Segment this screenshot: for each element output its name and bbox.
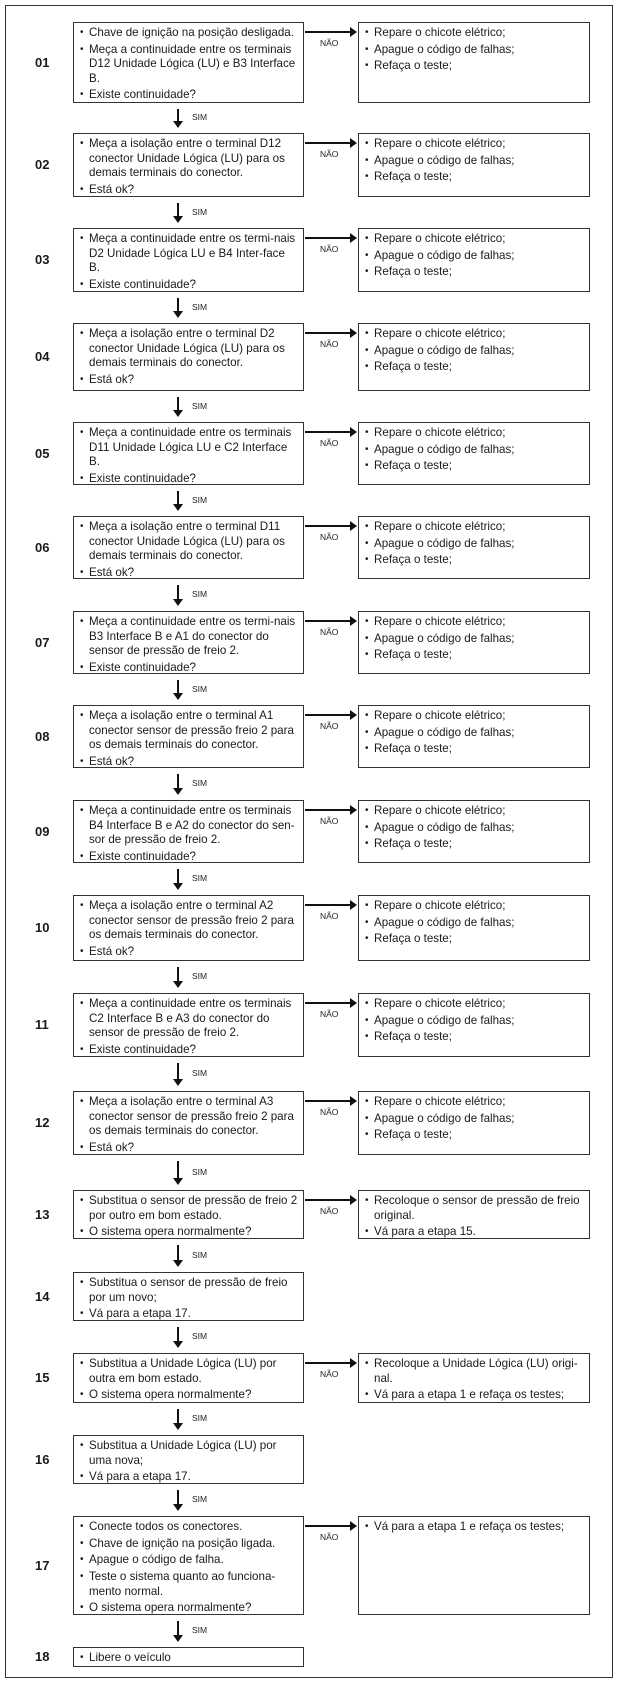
no-action-item: • Refaça o teste; xyxy=(365,837,585,852)
step-number: 15 xyxy=(35,1370,50,1385)
yes-arrow-icon xyxy=(177,1409,179,1427)
yes-arrow-icon xyxy=(177,1327,179,1345)
instruction-item: • Meça a isolação entre o terminal A3 conector sensor de pressão freio 2 para os demais terminais do conector. xyxy=(80,1095,299,1139)
yes-label: SIM xyxy=(192,400,208,411)
step-box xyxy=(73,895,304,961)
yes-label: SIM xyxy=(192,778,208,788)
step-box xyxy=(73,611,304,674)
no-action-item: • Apague o código de falhas; xyxy=(365,1014,585,1029)
instruction-item: • Existe continuidade? xyxy=(80,88,299,103)
yes-label: SIM xyxy=(192,1166,208,1177)
step-number: 14 xyxy=(35,1288,50,1304)
no-action-list xyxy=(365,26,585,74)
step-box xyxy=(73,133,304,197)
yes-arrow-icon xyxy=(177,1161,179,1182)
instruction-item: • Substitua o sensor de pressão de freio 2 por outro em bom estado. xyxy=(80,1194,299,1223)
step-box xyxy=(73,1435,304,1484)
no-action-box xyxy=(358,993,590,1057)
no-label: NÃO xyxy=(320,532,339,542)
yes-arrow-icon xyxy=(177,680,179,697)
step-instructions xyxy=(80,1357,299,1403)
instruction-item: • Vá para a etapa 17. xyxy=(80,1307,299,1322)
instruction-item: • Está ok? xyxy=(80,373,299,388)
instruction-item: • Conecte todos os conectores. xyxy=(80,1520,299,1535)
yes-label: SIM xyxy=(192,1494,208,1504)
instruction-item: • Meça a continuidade entre os terminais C2 Interface B e A3 do conector do sensor de pressão de freio 2. xyxy=(80,997,299,1041)
no-action-box xyxy=(358,516,590,579)
step-number: 13 xyxy=(35,1206,50,1222)
instruction-item: • Substitua a Unidade Lógica (LU) por outra em bom estado. xyxy=(80,1357,299,1386)
step-box xyxy=(73,993,304,1057)
step-box xyxy=(73,800,304,863)
no-action-item: • Refaça o teste; xyxy=(365,553,585,568)
no-action-item: • Refaça o teste; xyxy=(365,1030,585,1045)
yes-arrow-icon xyxy=(177,1621,179,1639)
no-label: NÃO xyxy=(320,339,339,349)
yes-arrow-icon xyxy=(177,1063,179,1083)
no-action-item: • Apague o código de falhas; xyxy=(365,821,585,836)
instruction-item: • Meça a continuidade entre os terminais B4 Interface B e A2 do conector do sen-sor de pressão de freio 2. xyxy=(80,804,299,848)
no-action-box xyxy=(358,1353,590,1403)
instruction-item: • Vá para a etapa 17. xyxy=(80,1470,299,1485)
no-action-list xyxy=(365,1194,585,1240)
yes-label: SIM xyxy=(192,494,208,505)
yes-arrow-icon xyxy=(177,397,179,414)
no-label: NÃO xyxy=(320,244,339,254)
step-number: 01 xyxy=(35,54,50,70)
step-box xyxy=(73,1190,304,1239)
instruction-item: • Existe continuidade? xyxy=(80,1043,299,1058)
instruction-item: • Meça a continuidade entre os termi-nais B3 Interface B e A1 do conector do sensor de pressão de freio 2. xyxy=(80,615,299,659)
no-arrow-icon xyxy=(305,1002,355,1004)
step-number: 06 xyxy=(35,539,50,555)
instruction-item: • Chave de ignição na posição desligada. xyxy=(80,26,299,41)
no-label: NÃO xyxy=(320,1009,339,1019)
step-instructions xyxy=(80,899,299,959)
no-action-item: • Repare o chicote elétrico; xyxy=(365,709,585,724)
no-action-item: • Repare o chicote elétrico; xyxy=(365,804,585,819)
yes-label: SIM xyxy=(192,112,208,122)
no-action-item: • Apague o código de falhas; xyxy=(365,916,585,931)
no-action-list xyxy=(365,232,585,280)
instruction-item: • Substitua o sensor de pressão de freio por um novo; xyxy=(80,1276,299,1305)
yes-label: SIM xyxy=(192,1413,208,1423)
step-box xyxy=(73,323,304,391)
no-label: NÃO xyxy=(320,1206,339,1216)
step-instructions xyxy=(80,1439,299,1485)
no-arrow-icon xyxy=(305,904,355,906)
yes-label: SIM xyxy=(192,1249,208,1260)
no-action-list xyxy=(365,520,585,568)
no-action-item: • Recoloque o sensor de pressão de freio original. xyxy=(365,1194,585,1223)
yes-label: SIM xyxy=(192,683,208,694)
step-box xyxy=(73,1516,304,1615)
step-number: 03 xyxy=(35,252,50,267)
step-instructions xyxy=(80,520,299,580)
step-instructions xyxy=(80,1520,299,1616)
step-instructions xyxy=(80,1651,299,1666)
step-box xyxy=(73,1353,304,1403)
no-action-item: • Refaça o teste; xyxy=(365,170,585,185)
no-action-item: • Refaça o teste; xyxy=(365,1128,585,1143)
instruction-item: • Meça a continuidade entre os termi-nais D2 Unidade Lógica LU e B4 Inter-face B. xyxy=(80,232,299,276)
no-action-item: • Repare o chicote elétrico; xyxy=(365,899,585,914)
no-label: NÃO xyxy=(320,38,339,48)
no-label: NÃO xyxy=(320,911,339,921)
no-action-item: • Repare o chicote elétrico; xyxy=(365,137,585,152)
instruction-item: • Meça a isolação entre o terminal D12 conector Unidade Lógica (LU) para os demais terminais do conector. xyxy=(80,137,299,181)
no-arrow-icon xyxy=(305,332,355,334)
no-arrow-icon xyxy=(305,1100,355,1102)
no-action-item: • Recoloque a Unidade Lógica (LU) origi-nal. xyxy=(365,1357,585,1386)
no-action-item: • Repare o chicote elétrico; xyxy=(365,232,585,247)
step-instructions xyxy=(80,327,299,387)
no-action-item: • Refaça o teste; xyxy=(365,360,585,375)
no-action-list xyxy=(365,327,585,375)
no-action-box xyxy=(358,1516,590,1615)
yes-label: SIM xyxy=(192,589,208,599)
no-action-item: • Repare o chicote elétrico; xyxy=(365,615,585,630)
yes-arrow-icon xyxy=(177,774,179,792)
no-action-box xyxy=(358,1190,590,1239)
no-action-item: • Refaça o teste; xyxy=(365,742,585,757)
no-label: NÃO xyxy=(320,816,339,826)
no-label: NÃO xyxy=(320,149,339,159)
no-action-box xyxy=(358,611,590,674)
no-action-box xyxy=(358,422,590,485)
no-arrow-icon xyxy=(305,31,355,33)
instruction-item: • Meça a isolação entre o terminal A1 conector sensor de pressão freio 2 para os demais terminais do conector. xyxy=(80,709,299,753)
instruction-item: • O sistema opera normalmente? xyxy=(80,1388,299,1403)
step-instructions xyxy=(80,709,299,769)
step-box xyxy=(73,516,304,579)
instruction-item: • Está ok? xyxy=(80,945,299,960)
yes-arrow-icon xyxy=(177,298,179,315)
yes-arrow-icon xyxy=(177,1245,179,1264)
yes-arrow-icon xyxy=(177,585,179,603)
yes-label: SIM xyxy=(192,1068,208,1078)
no-label: NÃO xyxy=(320,627,339,637)
no-arrow-icon xyxy=(305,237,355,239)
instruction-item: • Chave de ignição na posição ligada. xyxy=(80,1537,299,1552)
step-number: 08 xyxy=(35,728,50,744)
no-action-item: • Repare o chicote elétrico; xyxy=(365,1095,585,1110)
no-arrow-icon xyxy=(305,1199,355,1201)
no-action-box xyxy=(358,800,590,863)
instruction-item: • Libere o veículo xyxy=(80,1651,299,1666)
yes-arrow-icon xyxy=(177,491,179,508)
step-instructions xyxy=(80,997,299,1057)
step-number: 16 xyxy=(35,1451,50,1467)
no-action-box xyxy=(358,228,590,292)
yes-arrow-icon xyxy=(177,109,179,125)
instruction-item: • Está ok? xyxy=(80,1141,299,1156)
no-arrow-icon xyxy=(305,809,355,811)
step-number: 05 xyxy=(35,445,50,461)
no-action-box xyxy=(358,323,590,391)
no-action-item: • Repare o chicote elétrico; xyxy=(365,426,585,441)
yes-arrow-icon xyxy=(177,203,179,220)
step-number: 09 xyxy=(35,823,50,839)
instruction-item: • O sistema opera normalmente? xyxy=(80,1601,299,1616)
yes-label: SIM xyxy=(192,971,208,981)
no-action-box xyxy=(358,705,590,768)
instruction-item: • Meça a continuidade entre os terminais D12 Unidade Lógica (LU) e B3 Interface B. xyxy=(80,43,299,87)
instruction-item: • Teste o sistema quanto ao funciona-mento normal. xyxy=(80,1570,299,1599)
yes-label: SIM xyxy=(192,206,208,217)
no-action-item: • Refaça o teste; xyxy=(365,932,585,947)
step-number: 02 xyxy=(35,157,50,172)
no-action-list xyxy=(365,804,585,852)
no-label: NÃO xyxy=(320,721,339,731)
no-action-box xyxy=(358,895,590,961)
step-number: 18 xyxy=(35,1649,50,1664)
instruction-item: • O sistema opera normalmente? xyxy=(80,1225,299,1240)
instruction-item: • Existe continuidade? xyxy=(80,661,299,676)
no-action-item: • Repare o chicote elétrico; xyxy=(365,520,585,535)
step-instructions xyxy=(80,1276,299,1322)
instruction-item: • Meça a isolação entre o terminal A2 conector sensor de pressão freio 2 para os demais terminais do conector. xyxy=(80,899,299,943)
instruction-item: • Substitua a Unidade Lógica (LU) por uma nova; xyxy=(80,1439,299,1468)
no-arrow-icon xyxy=(305,620,355,622)
no-arrow-icon xyxy=(305,431,355,433)
no-action-item: • Repare o chicote elétrico; xyxy=(365,327,585,342)
no-arrow-icon xyxy=(305,1362,355,1364)
no-action-list xyxy=(365,1095,585,1143)
no-arrow-icon xyxy=(305,714,355,716)
step-number: 11 xyxy=(35,1017,49,1032)
step-instructions xyxy=(80,137,299,197)
no-action-list xyxy=(365,997,585,1045)
yes-arrow-icon xyxy=(177,967,179,985)
yes-arrow-icon xyxy=(177,1490,179,1508)
no-action-item: • Vá para a etapa 1 e refaça os testes; xyxy=(365,1520,585,1535)
yes-label: SIM xyxy=(192,1331,208,1341)
step-instructions xyxy=(80,232,299,292)
step-box xyxy=(73,422,304,485)
no-action-list xyxy=(365,899,585,947)
no-action-box xyxy=(358,133,590,197)
no-arrow-icon xyxy=(305,142,355,144)
no-action-item: • Apague o código de falhas; xyxy=(365,154,585,169)
step-box xyxy=(73,1091,304,1155)
instruction-item: • Meça a continuidade entre os terminais D11 Unidade Lógica LU e C2 Interface B. xyxy=(80,426,299,470)
no-action-item: • Refaça o teste; xyxy=(365,459,585,474)
no-action-item: • Apague o código de falhas; xyxy=(365,726,585,741)
instruction-item: • Está ok? xyxy=(80,183,299,198)
step-instructions xyxy=(80,804,299,864)
no-action-item: • Vá para a etapa 1 e refaça os testes; xyxy=(365,1388,585,1403)
no-action-box xyxy=(358,1091,590,1155)
no-action-item: • Apague o código de falhas; xyxy=(365,249,585,264)
no-action-item: • Apague o código de falhas; xyxy=(365,1112,585,1127)
instruction-item: • Está ok? xyxy=(80,566,299,581)
no-action-item: • Refaça o teste; xyxy=(365,265,585,280)
no-action-item: • Refaça o teste; xyxy=(365,648,585,663)
step-instructions xyxy=(80,615,299,675)
no-action-item: • Apague o código de falhas; xyxy=(365,632,585,647)
step-box xyxy=(73,1272,304,1321)
no-label: NÃO xyxy=(320,1369,339,1379)
step-box xyxy=(73,228,304,292)
instruction-item: • Apague o código de falha. xyxy=(80,1553,299,1568)
yes-label: SIM xyxy=(192,301,208,312)
no-label: NÃO xyxy=(320,1532,339,1542)
step-number: 07 xyxy=(35,634,50,650)
step-number: 10 xyxy=(35,920,50,935)
no-action-item: • Refaça o teste; xyxy=(365,59,585,74)
instruction-item: • Meça a isolação entre o terminal D2 conector Unidade Lógica (LU) para os demais terminais do conector. xyxy=(80,327,299,371)
no-action-item: • Vá para a etapa 15. xyxy=(365,1225,585,1240)
step-number: 12 xyxy=(35,1115,50,1130)
step-box xyxy=(73,22,304,103)
yes-label: SIM xyxy=(192,873,208,883)
instruction-item: • Existe continuidade? xyxy=(80,850,299,865)
no-action-list xyxy=(365,426,585,474)
instruction-item: • Existe continuidade? xyxy=(80,472,299,487)
step-box xyxy=(73,1647,304,1667)
no-action-item: • Repare o chicote elétrico; xyxy=(365,997,585,1012)
step-instructions xyxy=(80,1095,299,1155)
no-action-box xyxy=(358,22,590,103)
no-action-item: • Apague o código de falhas; xyxy=(365,344,585,359)
no-action-list xyxy=(365,1357,585,1403)
instruction-item: • Está ok? xyxy=(80,755,299,770)
no-label: NÃO xyxy=(320,438,339,448)
no-action-item: • Apague o código de falhas; xyxy=(365,43,585,58)
step-instructions xyxy=(80,26,299,103)
no-action-item: • Apague o código de falhas; xyxy=(365,537,585,552)
instruction-item: • Meça a isolação entre o terminal D11 conector Unidade Lógica (LU) para os demais terminais do conector. xyxy=(80,520,299,564)
step-number: 04 xyxy=(35,349,50,364)
no-action-list xyxy=(365,137,585,185)
step-number: 17 xyxy=(35,1557,50,1573)
instruction-item: • Existe continuidade? xyxy=(80,278,299,293)
yes-arrow-icon xyxy=(177,869,179,887)
no-action-item: • Repare o chicote elétrico; xyxy=(365,26,585,41)
no-arrow-icon xyxy=(305,525,355,527)
step-instructions xyxy=(80,1194,299,1240)
no-action-list xyxy=(365,615,585,663)
no-action-list xyxy=(365,1520,585,1535)
step-box xyxy=(73,705,304,768)
no-action-item: • Apague o código de falhas; xyxy=(365,443,585,458)
yes-label: SIM xyxy=(192,1625,208,1635)
step-instructions xyxy=(80,426,299,486)
no-label: NÃO xyxy=(320,1107,339,1117)
no-action-list xyxy=(365,709,585,757)
no-arrow-icon xyxy=(305,1525,355,1527)
